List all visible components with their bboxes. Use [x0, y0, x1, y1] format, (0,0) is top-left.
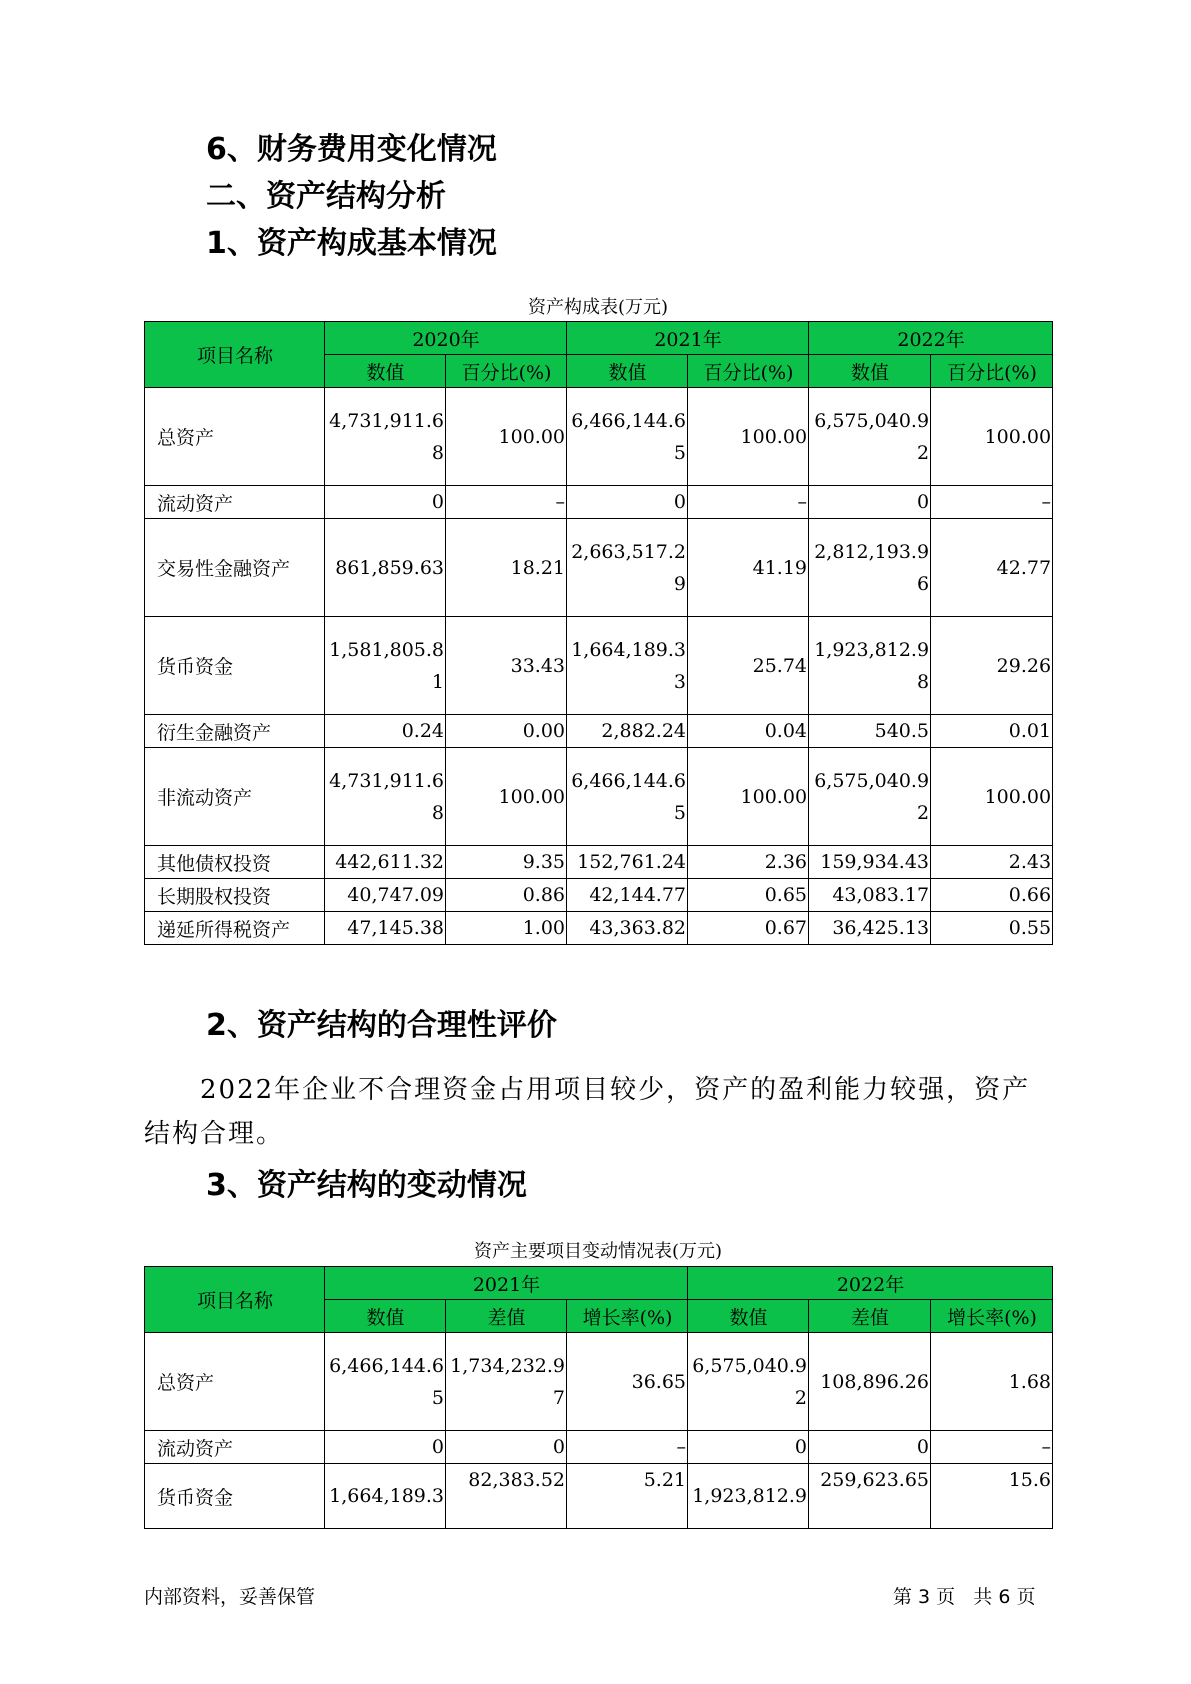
cell-value: 100.00	[740, 785, 808, 808]
heading-financial-expense: 6、财务费用变化情况	[206, 132, 497, 167]
table-cell	[809, 912, 931, 945]
heading-structure-change: 3、资产结构的变动情况	[206, 1168, 527, 1203]
header-difference: 差值	[446, 1300, 567, 1333]
cell-value: 1.00	[522, 917, 566, 939]
table-cell	[325, 912, 446, 945]
row-label: 总资产	[145, 388, 325, 486]
table-row	[145, 1464, 1053, 1529]
table-row	[145, 388, 1053, 486]
table-cell	[931, 912, 1053, 945]
table-cell	[931, 879, 1053, 912]
table-cell	[809, 388, 931, 486]
footer-confidential-note: 内部资料，妥善保管	[144, 1586, 316, 1608]
table-cell	[809, 617, 931, 715]
cell-value: 6,466,144.65	[329, 1354, 444, 1409]
cell-value: 0.01	[1008, 720, 1052, 742]
cell-value: 42,144.77	[589, 884, 687, 906]
table-cell	[688, 519, 809, 617]
table-cell	[931, 617, 1053, 715]
cell-value: 9.35	[522, 851, 566, 873]
table-cell	[446, 486, 567, 519]
cell-value: 100.00	[984, 785, 1052, 808]
cell-value: 5.21	[643, 1469, 687, 1491]
table-cell	[688, 879, 809, 912]
table-cell	[809, 1464, 931, 1529]
cell-value: 0.65	[764, 884, 808, 906]
table-cell	[446, 1431, 567, 1464]
table2-caption: 资产主要项目变动情况表(万元)	[473, 1241, 723, 1262]
table-row	[145, 748, 1053, 846]
table-cell	[931, 519, 1053, 617]
header-year: 2020年	[325, 322, 567, 355]
cell-value: 1,664,189.33	[571, 638, 687, 693]
cell-value: 43,363.82	[589, 917, 687, 939]
table-cell	[688, 617, 809, 715]
table-cell	[325, 617, 446, 715]
table-cell	[809, 486, 931, 519]
table-cell	[931, 1464, 1053, 1529]
header-year: 2022年	[809, 322, 1053, 355]
table-cell	[446, 879, 567, 912]
cell-value: 82,383.52	[468, 1469, 565, 1491]
table-cell	[809, 1431, 931, 1464]
table-cell	[446, 912, 567, 945]
evaluation-paragraph: 2022年企业不合理资金占用项目较少，资产的盈利能力较强，资产结构合理。	[144, 1075, 1031, 1149]
table-row	[145, 617, 1053, 715]
table-cell	[688, 486, 809, 519]
table-cell	[931, 846, 1053, 879]
table-cell	[931, 748, 1053, 846]
cell-value: 152,761.24	[577, 851, 687, 873]
header-year: 2022年	[688, 1267, 1053, 1300]
header-percent: 百分比(%)	[446, 355, 567, 388]
cell-value: 18.21	[510, 556, 566, 579]
table-cell	[325, 486, 446, 519]
table-row	[145, 1431, 1053, 1464]
cell-value: 40,747.09	[347, 884, 444, 906]
table-cell	[446, 846, 567, 879]
cell-value: 47,145.38	[347, 917, 444, 939]
table-cell	[567, 912, 688, 945]
cell-value: 43,083.17	[832, 884, 930, 906]
header-value: 数值	[688, 1300, 809, 1333]
table-cell	[325, 715, 446, 748]
table-cell	[567, 1464, 688, 1529]
table-row	[145, 846, 1053, 879]
cell-value: 6,575,040.92	[814, 409, 930, 464]
table-cell	[446, 1333, 567, 1431]
table-cell	[931, 715, 1053, 748]
cell-value: 0	[916, 1436, 930, 1458]
table-cell	[325, 388, 446, 486]
table-cell	[931, 1333, 1053, 1431]
cell-value: 0	[431, 1436, 444, 1458]
cell-value: 100.00	[498, 785, 566, 808]
table-cell	[325, 879, 446, 912]
cell-value: 2,812,193.96	[814, 540, 930, 595]
row-label: 流动资产	[145, 1431, 325, 1464]
table-cell	[931, 486, 1053, 519]
table-cell	[809, 715, 931, 748]
table-cell	[688, 1333, 809, 1431]
cell-value: 42.77	[996, 556, 1052, 579]
heading-asset-composition: 1、资产构成基本情况	[206, 226, 497, 261]
cell-value: 1,664,189.3	[329, 1485, 444, 1507]
table-cell	[688, 1431, 809, 1464]
cell-value: 15.6	[1008, 1469, 1052, 1491]
cell-value: 0.66	[1008, 884, 1052, 906]
row-label: 货币资金	[145, 617, 325, 715]
cell-value: 159,934.43	[820, 851, 930, 873]
table-cell	[567, 1333, 688, 1431]
table-cell	[809, 519, 931, 617]
table-row	[145, 519, 1053, 617]
table-cell	[567, 748, 688, 846]
cell-value: 41.19	[752, 556, 808, 579]
header-value: 数值	[567, 355, 688, 388]
table-row	[145, 879, 1053, 912]
cell-value: 6,466,144.65	[571, 409, 687, 464]
table-cell	[567, 879, 688, 912]
row-label: 交易性金融资产	[145, 519, 325, 617]
table-cell	[325, 1464, 446, 1529]
cell-value: 0.55	[1008, 917, 1052, 939]
row-label: 货币资金	[145, 1464, 325, 1529]
footer-page-number: 第 3 页 共 6 页	[893, 1586, 1036, 1608]
table-row	[145, 1333, 1053, 1431]
cell-value: 4,731,911.68	[329, 769, 444, 824]
table-cell	[325, 846, 446, 879]
heading-structure-evaluation: 2、资产结构的合理性评价	[206, 1008, 557, 1043]
table-row	[145, 715, 1053, 748]
cell-value: 0.67	[764, 917, 808, 939]
cell-value: 100.00	[740, 425, 808, 448]
cell-value: 0.00	[522, 720, 566, 742]
cell-value: 6,466,144.65	[571, 769, 687, 824]
header-item-name: 项目名称	[145, 1267, 325, 1333]
table-cell	[325, 748, 446, 846]
header-year: 2021年	[325, 1267, 688, 1300]
row-label: 其他债权投资	[145, 846, 325, 879]
table-cell	[931, 1431, 1053, 1464]
table-cell	[809, 846, 931, 879]
cell-value: –	[1041, 1436, 1052, 1458]
table-cell	[446, 617, 567, 715]
table-cell	[809, 879, 931, 912]
cell-value: 6,575,040.92	[692, 1354, 808, 1409]
cell-value: 0.24	[401, 720, 444, 742]
cell-value: 100.00	[498, 425, 566, 448]
header-value: 数值	[325, 1300, 446, 1333]
table-cell	[446, 715, 567, 748]
cell-value: 1,734,232.97	[450, 1354, 565, 1409]
table-cell	[567, 519, 688, 617]
asset-change-table	[144, 1266, 1053, 1529]
cell-value: 29.26	[996, 654, 1052, 677]
cell-value: 861,859.63	[335, 556, 444, 579]
row-label: 流动资产	[145, 486, 325, 519]
table-cell	[446, 388, 567, 486]
cell-value: 2,882.24	[601, 720, 687, 742]
cell-value: –	[555, 491, 566, 513]
cell-value: 0	[916, 491, 930, 513]
header-year: 2021年	[567, 322, 809, 355]
cell-value: 6,575,040.92	[814, 769, 930, 824]
table-cell	[446, 748, 567, 846]
cell-value: –	[1041, 491, 1052, 513]
table1-caption: 资产构成表(万元)	[527, 297, 669, 318]
table-cell	[688, 912, 809, 945]
header-value: 数值	[325, 355, 446, 388]
cell-value: 540.5	[874, 720, 930, 742]
table-cell	[325, 519, 446, 617]
cell-value: 1.68	[1008, 1370, 1052, 1393]
header-value: 数值	[809, 355, 931, 388]
cell-value: 0	[431, 491, 444, 513]
row-label: 衍生金融资产	[145, 715, 325, 748]
header-growth-rate: 增长率(%)	[931, 1300, 1053, 1333]
cell-value: 0	[673, 491, 687, 513]
cell-value: 25.74	[752, 654, 808, 677]
table-cell	[809, 1333, 931, 1431]
cell-value: 442,611.32	[335, 851, 444, 873]
table-row	[145, 486, 1053, 519]
asset-composition-table	[144, 321, 1053, 945]
header-difference: 差值	[809, 1300, 931, 1333]
cell-value: 0.86	[522, 884, 566, 906]
table-cell	[688, 715, 809, 748]
table-cell	[809, 748, 931, 846]
table-cell	[688, 846, 809, 879]
cell-value: 2.36	[764, 851, 808, 873]
cell-value: 36.65	[631, 1370, 687, 1393]
table-cell	[688, 748, 809, 846]
table-cell	[567, 846, 688, 879]
cell-value: 33.43	[510, 654, 566, 677]
header-item-name: 项目名称	[145, 322, 325, 388]
table-cell	[688, 1464, 809, 1529]
table-cell	[325, 1431, 446, 1464]
cell-value: 36,425.13	[832, 917, 930, 939]
header-growth-rate: 增长率(%)	[567, 1300, 688, 1333]
table-cell	[567, 486, 688, 519]
cell-value: 100.00	[984, 425, 1052, 448]
cell-value: 2,663,517.29	[571, 540, 687, 595]
table-cell	[567, 617, 688, 715]
cell-value: 0	[552, 1436, 565, 1458]
table-cell	[446, 519, 567, 617]
row-label: 长期股权投资	[145, 879, 325, 912]
table-cell	[567, 1431, 688, 1464]
cell-value: –	[797, 491, 808, 513]
cell-value: 0.04	[764, 720, 808, 742]
cell-value: 4,731,911.68	[329, 409, 444, 464]
table-cell	[931, 388, 1053, 486]
row-label: 递延所得税资产	[145, 912, 325, 945]
cell-value: 0	[794, 1436, 808, 1458]
cell-value: 259,623.65	[820, 1469, 930, 1491]
row-label: 总资产	[145, 1333, 325, 1431]
cell-value: 1,581,805.81	[329, 638, 444, 693]
table-cell	[567, 715, 688, 748]
cell-value: 108,896.26	[820, 1370, 930, 1393]
heading-asset-structure: 二、资产结构分析	[206, 179, 446, 214]
cell-value: –	[676, 1436, 687, 1458]
header-percent: 百分比(%)	[931, 355, 1053, 388]
table-cell	[567, 388, 688, 486]
cell-value: 2.43	[1008, 851, 1052, 873]
cell-value: 1,923,812.98	[814, 638, 930, 693]
cell-value: 1,923,812.9	[692, 1485, 808, 1507]
table-row	[145, 912, 1053, 945]
table-cell	[688, 388, 809, 486]
table-cell	[446, 1464, 567, 1529]
row-label: 非流动资产	[145, 748, 325, 846]
table-cell	[325, 1333, 446, 1431]
header-percent: 百分比(%)	[688, 355, 809, 388]
